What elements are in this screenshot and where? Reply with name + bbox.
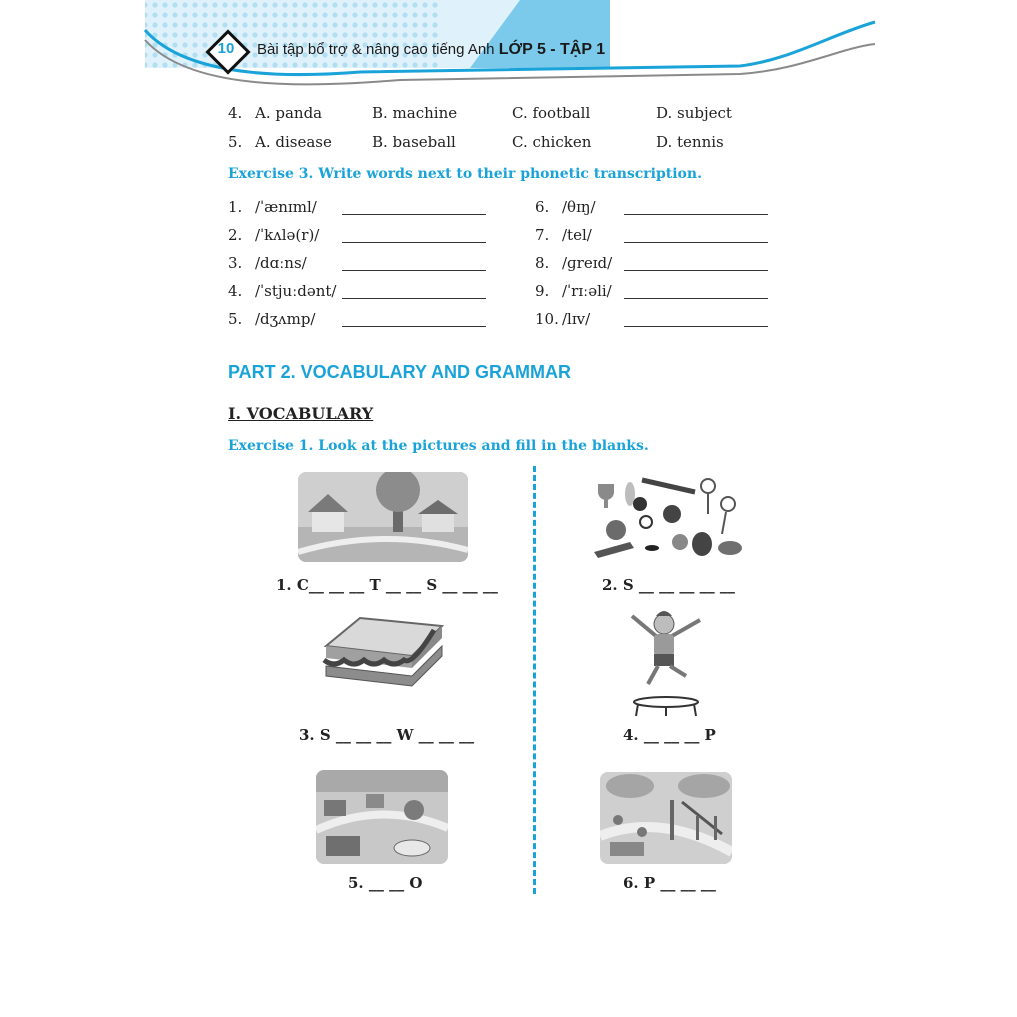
answer-blank-7[interactable] — [624, 242, 768, 243]
phonetic-text: /ˈkʌlə(r)/ — [255, 226, 320, 244]
answer-blank-9[interactable] — [624, 298, 768, 299]
phonetic-text: /ɡreɪd/ — [562, 254, 613, 272]
playground-picture — [600, 772, 732, 864]
jumping-boy-picture — [626, 602, 706, 718]
ex2-option-d: D. tennis — [656, 133, 724, 151]
ex2-option-b: B. machine — [372, 104, 458, 122]
book-title-prefix: Bài tập bổ trợ & nâng cao tiếng Anh — [257, 41, 495, 58]
ex2-num: 5. — [228, 133, 243, 151]
part2-title: PART 2. VOCABULARY AND GRAMMAR — [228, 362, 572, 382]
ex2-option-b: B. baseball — [372, 133, 456, 151]
book-title — [257, 41, 605, 59]
exercise3-title: Exercise 3. Write words next to their phonetic transcription. — [228, 166, 702, 182]
blank-caption-4: 4. __ __ __ P — [623, 726, 716, 744]
item-num: 3. — [228, 254, 243, 272]
item-num: 10. — [535, 310, 559, 328]
ex2-option-c: C. chicken — [512, 133, 592, 151]
answer-blank-8[interactable] — [624, 270, 768, 271]
phonetic-text: /dɑːns/ — [255, 254, 307, 272]
ex2-option-a: A. panda — [255, 104, 323, 122]
answer-blank-3[interactable] — [342, 270, 486, 271]
column-divider — [533, 466, 536, 894]
phonetic-text: /ˈænɪml/ — [255, 198, 317, 216]
answer-blank-1[interactable] — [342, 214, 486, 215]
item-num: 7. — [535, 226, 550, 244]
sandwich-picture — [320, 612, 446, 692]
blank-caption-6: 6. P __ __ __ — [623, 874, 716, 892]
countryside-picture — [298, 472, 468, 562]
ex2-option-d: D. subject — [656, 104, 732, 122]
phonetic-text: /tel/ — [562, 226, 592, 244]
phonetic-text: /θɪŋ/ — [562, 198, 596, 216]
zoo-picture — [316, 770, 448, 864]
sports-equipment-picture — [590, 472, 745, 562]
answer-blank-6[interactable] — [624, 214, 768, 215]
blank-caption-3: 3. S __ __ __ W __ __ __ — [299, 726, 475, 744]
book-title-grade: LỚP 5 - TẬP 1 — [498, 41, 606, 58]
item-num: 6. — [535, 198, 550, 216]
ex2-num: 4. — [228, 104, 243, 122]
vocab-exercise1-title: Exercise 1. Look at the pictures and fill in the blanks. — [228, 438, 649, 454]
phonetic-text: /lɪv/ — [562, 310, 591, 328]
item-num: 5. — [228, 310, 243, 328]
vocabulary-heading: I. VOCABULARY — [228, 404, 374, 423]
blank-caption-5: 5. __ __ O — [348, 874, 423, 892]
item-num: 1. — [228, 198, 243, 216]
page-number: 10 — [217, 40, 235, 57]
blank-caption-2: 2. S __ __ __ __ __ — [602, 576, 735, 594]
phonetic-text: /dʒʌmp/ — [255, 310, 316, 328]
item-num: 8. — [535, 254, 550, 272]
answer-blank-4[interactable] — [342, 298, 486, 299]
answer-blank-2[interactable] — [342, 242, 486, 243]
phonetic-text: /ˈrɪːəli/ — [562, 282, 612, 300]
item-num: 4. — [228, 282, 243, 300]
item-num: 9. — [535, 282, 550, 300]
item-num: 2. — [228, 226, 243, 244]
ex2-option-c: C. football — [512, 104, 591, 122]
blank-caption-1: 1. C__ __ __ T __ __ S __ __ __ — [276, 576, 498, 594]
answer-blank-5[interactable] — [342, 326, 486, 327]
answer-blank-10[interactable] — [624, 326, 768, 327]
ex2-option-a: A. disease — [255, 133, 332, 151]
page-number-badge — [207, 31, 245, 69]
phonetic-text: /ˈstjuːdənt/ — [255, 282, 337, 300]
